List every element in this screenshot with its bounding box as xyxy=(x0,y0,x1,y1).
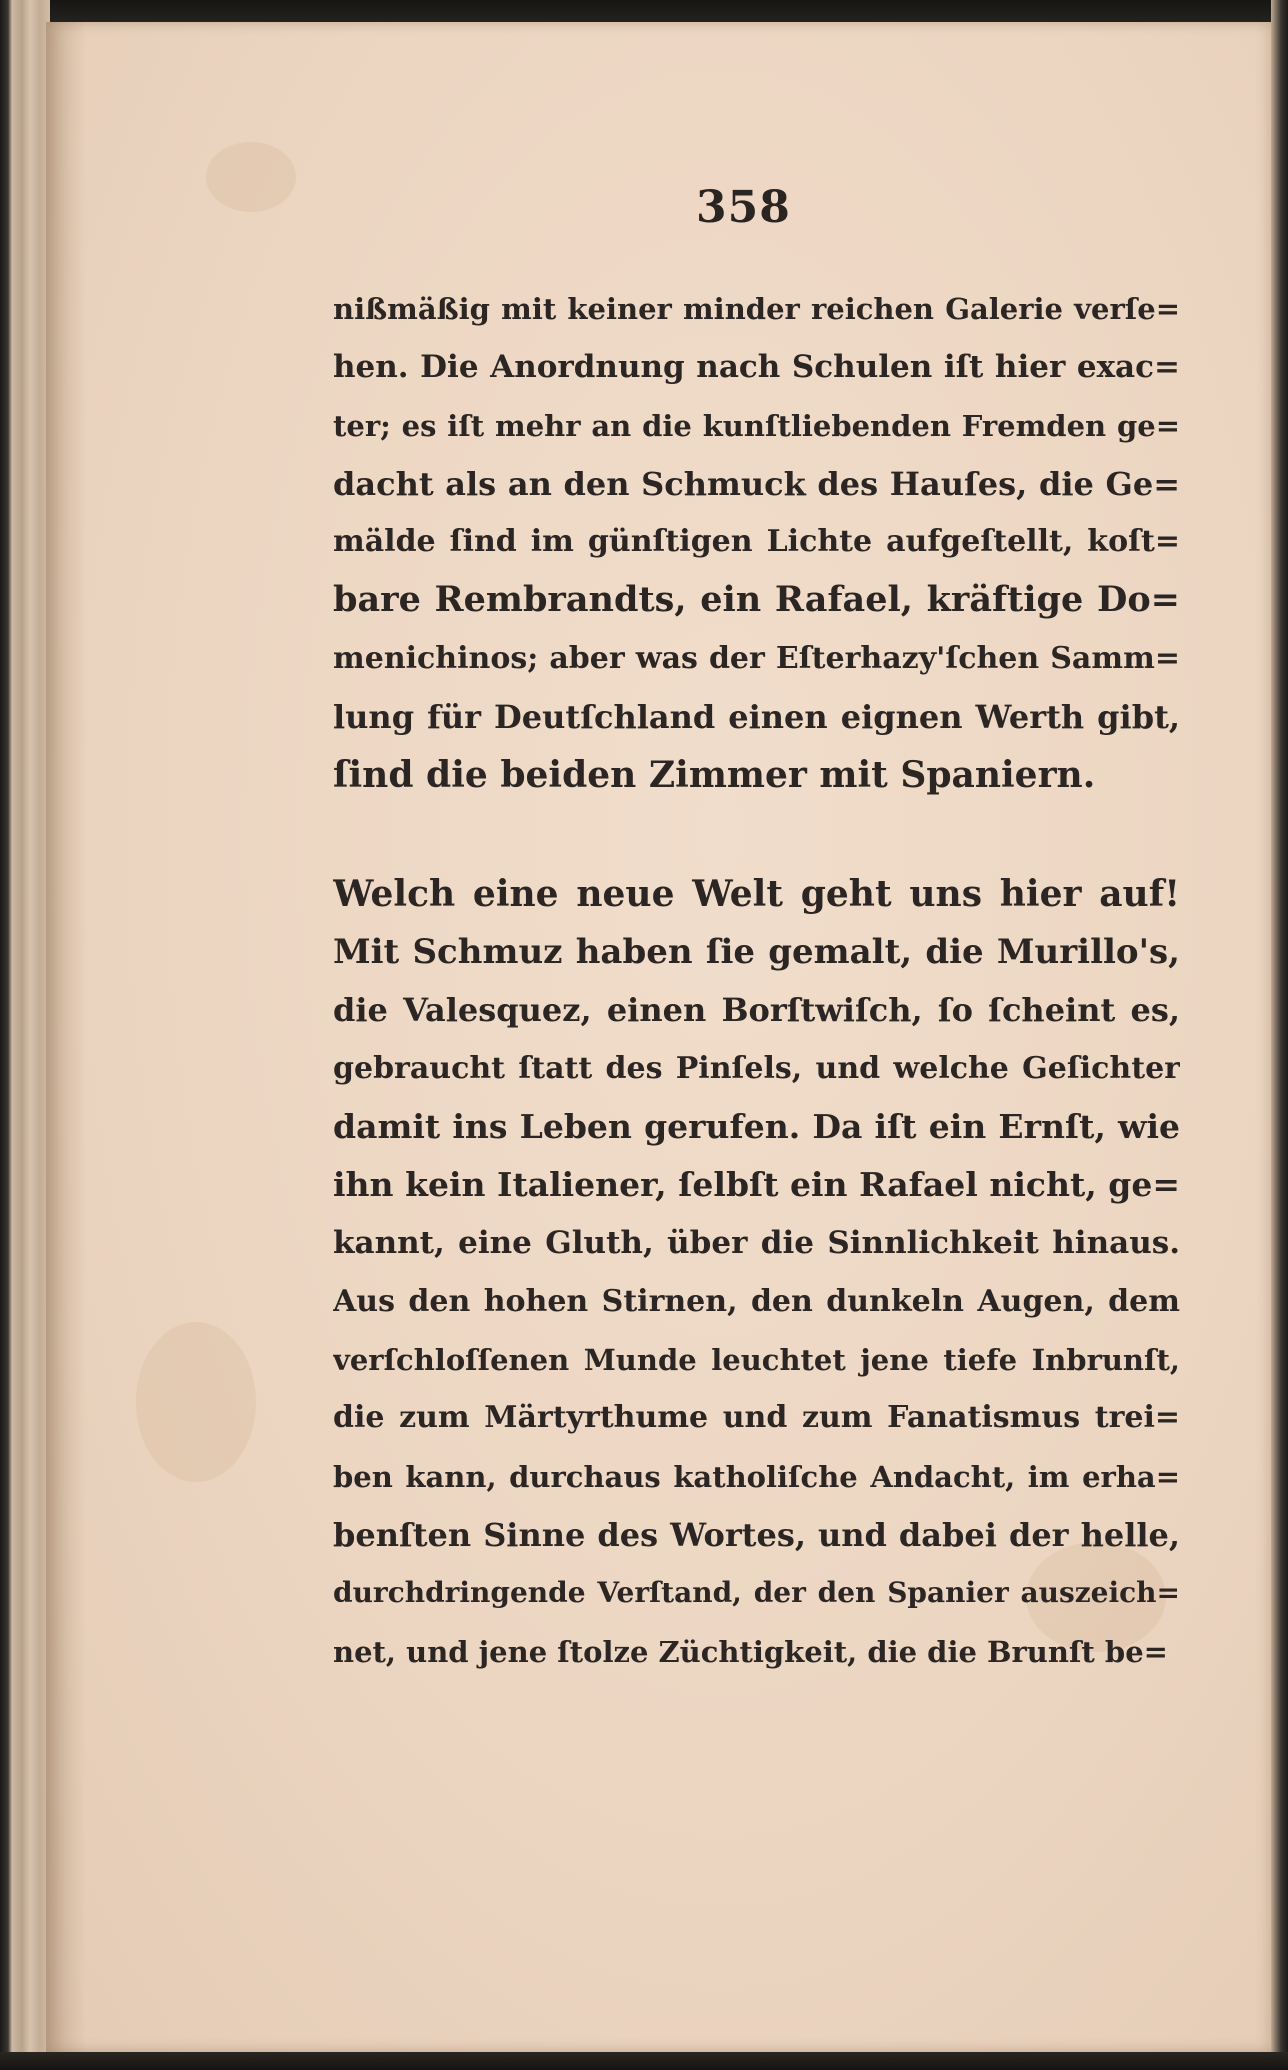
gutter-shadow xyxy=(46,22,86,2052)
foxing-spot xyxy=(206,142,296,212)
text-line: Welch eine neue Welt geht uns hier auf! xyxy=(333,872,1180,915)
stacked-page-edges xyxy=(0,0,50,2070)
book-right-edge xyxy=(1271,0,1288,2070)
text-line: lung für Deutſchland einen eignen Werth gibt, xyxy=(333,698,1180,737)
text-line: Mit Schmuz haben ſie gemalt, die Murillo's, xyxy=(333,931,1180,972)
text-line: ihn kein Italiener, ſelbſt ein Rafael nicht, ge= xyxy=(333,1165,1180,1205)
book-page xyxy=(46,22,1271,2052)
paragraph-gap xyxy=(333,805,1180,865)
text-line: verſchloſſenen Munde leuchtet jene tiefe Inbrunſt, xyxy=(333,1343,1180,1378)
text-line: die zum Märtyrthume und zum Fanatismus trei= xyxy=(333,1400,1180,1436)
text-line: gebraucht ſtatt des Pinſels, und welche Geſichter xyxy=(333,1050,1180,1086)
text-line: durchdringende Verſtand, der den Spanier auszeich= xyxy=(333,1576,1180,1610)
text-line: kannt, eine Gluth, über die Sinnlichkeit hinaus. xyxy=(333,1225,1180,1262)
text-line: menichinos; aber was der Eſterhazy'ſchen Samm= xyxy=(333,640,1180,676)
text-line: hen. Die Anordnung nach Schulen iſt hier exac= xyxy=(333,349,1180,386)
text-line: benſten Sinne des Wortes, und dabei der helle, xyxy=(333,1515,1180,1554)
text-line: damit ins Leben gerufen. Da iſt ein Ernſt, wie xyxy=(333,1106,1180,1146)
text-line: dacht als an den Schmuck des Hauſes, die Ge= xyxy=(333,464,1180,503)
text-line: bare Rembrandts, ein Rafael, kräftige Do= xyxy=(333,579,1180,621)
scanner-bottom-edge xyxy=(0,2052,1288,2070)
paragraph xyxy=(333,280,1180,805)
text-line: ter; es iſt mehr an die kunſtliebenden Fremden ge= xyxy=(333,408,1180,443)
text-line: net, und jene ſtolze Züchtigkeit, die die Brunſt be= xyxy=(333,1634,1168,1669)
text-line: nißmäßig mit keiner minder reichen Galerie verſe= xyxy=(333,292,1180,326)
body-text xyxy=(333,280,1180,1681)
text-line: ben kann, durchaus katholiſche Andacht, im erha= xyxy=(333,1459,1180,1494)
text-line: Aus den hohen Stirnen, den dunkeln Augen, dem xyxy=(333,1283,1180,1319)
text-line: ſind die beiden Zimmer mit Spaniern. xyxy=(333,754,1096,797)
page-number: 358 xyxy=(696,182,791,233)
text-line: mälde ſind im günſtigen Lichte aufgeſtellt, koſt= xyxy=(333,524,1180,560)
paragraph xyxy=(333,865,1180,1681)
text-line: die Valesquez, einen Borſtwiſch, ſo ſcheint es, xyxy=(333,991,1180,1030)
foxing-spot xyxy=(136,1322,256,1482)
